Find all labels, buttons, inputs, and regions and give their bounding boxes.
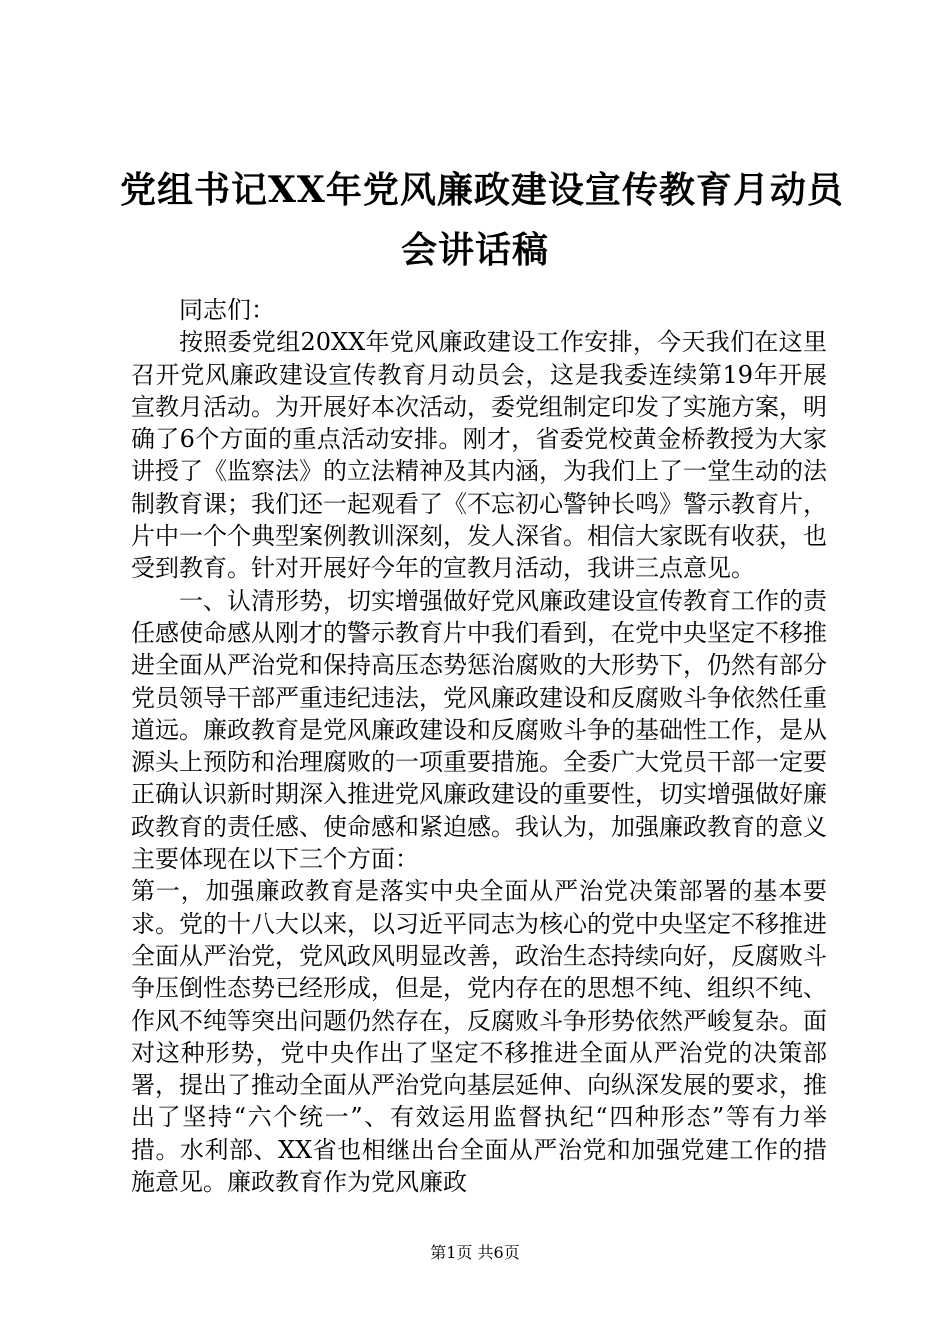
document-title	[120, 160, 844, 280]
paragraph-intro: 按照委党组20XX年党风廉政建设工作安排，今天我们在这里召开党风廉政建设宣传教育月动员会，这是我委连续第19年开展宣教月活动。为开展好本次活动，委党组制定印发了实施方案，明确了6个方面的重点活动安排。刚才，省委党校黄金桥教授为大家讲授了《监察法》的立法精神及其内涵，为我们上了一堂生动的法制教育课；我们还一起观看了《不忘初心警钟长鸣》警示教育片，片中一个个典型案例教训深刻，发人深省。相信大家既有收获，也受到教育。针对开展好今年的宣教月活动，我讲三点意见。	[131, 328, 827, 583]
document-body	[131, 294, 827, 1198]
title-line-2: 会讲话稿	[400, 229, 549, 271]
title-line-1: 党组书记XX年党风廉政建设宣传教育月动员	[120, 169, 844, 211]
page-number-footer: 第1页 共6页	[430, 1243, 520, 1262]
paragraph-section-one: 一、认清形势，切实增强做好党风廉政建设宣传教育工作的责任感使命感从刚才的警示教育片中我们看到，在党中央坚定不移推进全面从严治党和保持高压态势惩治腐败的大形势下，仍然有部分党员领导干部严重违纪违法，党风廉政建设和反腐败斗争依然任重道远。廉政教育是党风廉政建设和反腐败斗争的基础性工作，是从源头上预防和治理腐败的一项重要措施。全委广大党员干部一定要正确认识新时期深入推进党风廉政建设的重要性，切实增强做好廉政教育的责任感、使命感和紧迫感。我认为，加强廉政教育的意义主要体现在以下三个方面：	[131, 586, 827, 874]
paragraph-point-one: 第一，加强廉政教育是落实中央全面从严治党决策部署的基本要求。党的十八大以来，以习近平同志为核心的党中央坚定不移推进全面从严治党，党风政风明显改善，政治生态持续向好，反腐败斗争压倒性态势已经形成，但是，党内存在的思想不纯、组织不纯、作风不纯等突出问题仍然存在，反腐败斗争形势依然严峻复杂。面对这种形势，党中央作出了坚定不移推进全面从严治党的决策部署，提出了推动全面从严治党向基层延伸、向纵深发展的要求，推出了坚持“六个统一”、有效运用监督执纪“四种形态”等有力举措。水利部、XX省也相继出台全面从严治党和加强党建工作的措施意见。廉政教育作为党风廉政	[131, 877, 827, 1197]
salutation: 同志们：	[179, 296, 275, 324]
